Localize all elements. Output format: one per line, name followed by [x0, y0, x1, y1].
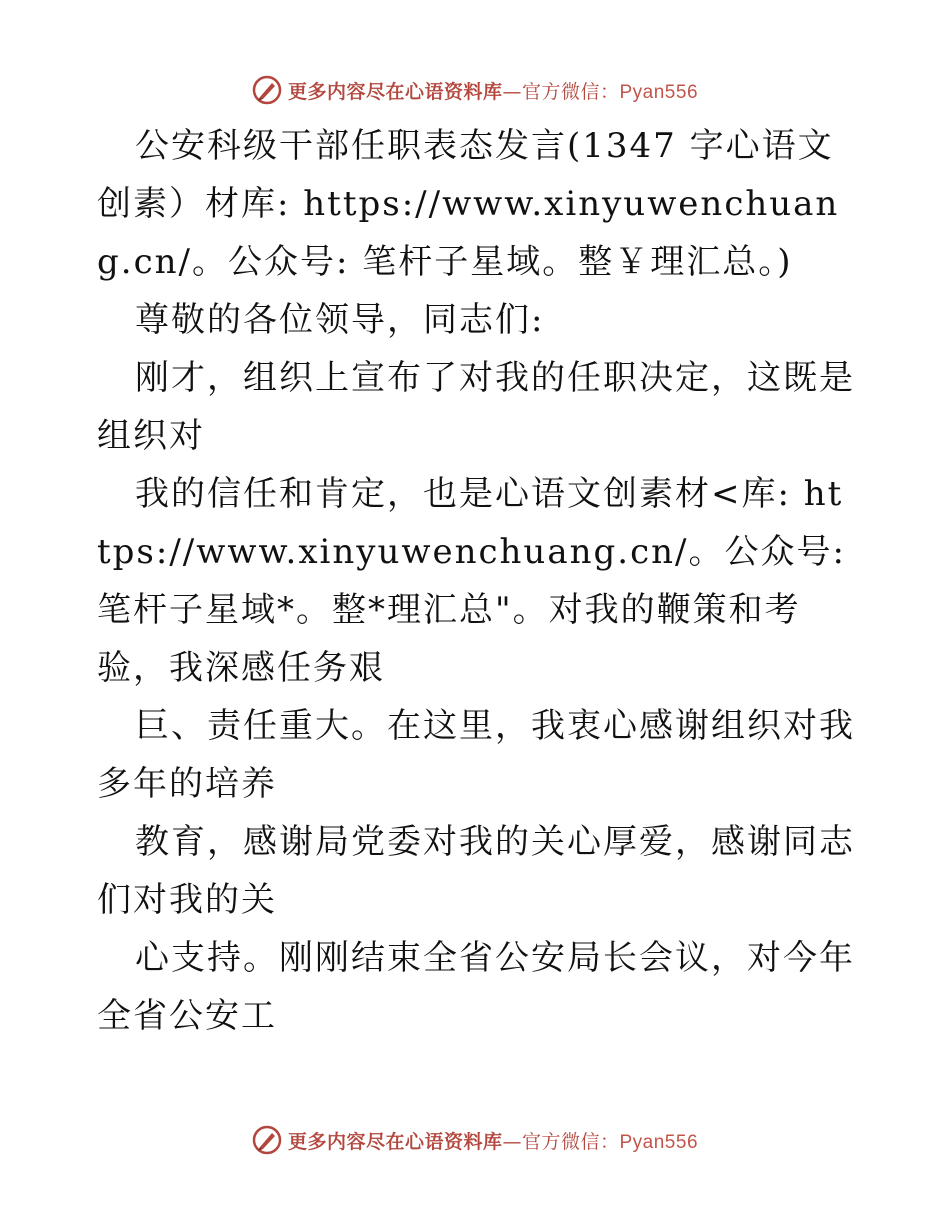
- pen-logo-icon: [252, 75, 282, 105]
- header-watermark-banner: [0, 70, 950, 110]
- paragraph-5: 心支持。刚刚结束全省公安局长会议，对今年全省公安工: [97, 938, 855, 1036]
- banner-official-label: 官方微信：: [521, 1130, 620, 1153]
- banner-dash: —: [502, 80, 522, 103]
- banner-wechat-id: Pyan556: [619, 1131, 699, 1153]
- banner-text: [288, 77, 698, 104]
- paragraph-4: 教育，感谢局党委对我的关心厚爱，感谢同志们对我的关: [97, 822, 855, 920]
- pen-logo-icon: [252, 1125, 282, 1155]
- paragraph-1: 刚才，组织上宣布了对我的任职决定，这既是组织对: [97, 358, 855, 456]
- document-body: [97, 117, 857, 1045]
- paragraph-2: 我的信任和肯定，也是心语文创素材<库: https://www.xinyuwenchuang.cn/。公众号: 笔杆子星域*。整*理汇总"。对我的鞭策和考验，我深感任务艰: [97, 474, 846, 688]
- banner-text: [288, 1127, 698, 1154]
- footer-watermark-banner: [0, 1120, 950, 1160]
- paragraph-title-note: 公安科级干部任职表态发言(1347 字心语文创素）材库: https://www.xinyuwenchuang.cn/。公众号: 笔杆子星域。整￥理汇总。): [97, 126, 840, 282]
- paragraph-3: 巨、责任重大。在这里，我衷心感谢组织对我多年的培养: [97, 706, 855, 804]
- banner-dash: —: [502, 1130, 522, 1153]
- banner-main-text: 更多内容尽在心语资料库: [287, 80, 503, 103]
- banner-wechat-id: Pyan556: [619, 81, 699, 103]
- paragraph-salutation: 尊敬的各位领导，同志们:: [135, 300, 545, 340]
- banner-main-text: 更多内容尽在心语资料库: [287, 1130, 503, 1153]
- banner-official-label: 官方微信：: [521, 80, 620, 103]
